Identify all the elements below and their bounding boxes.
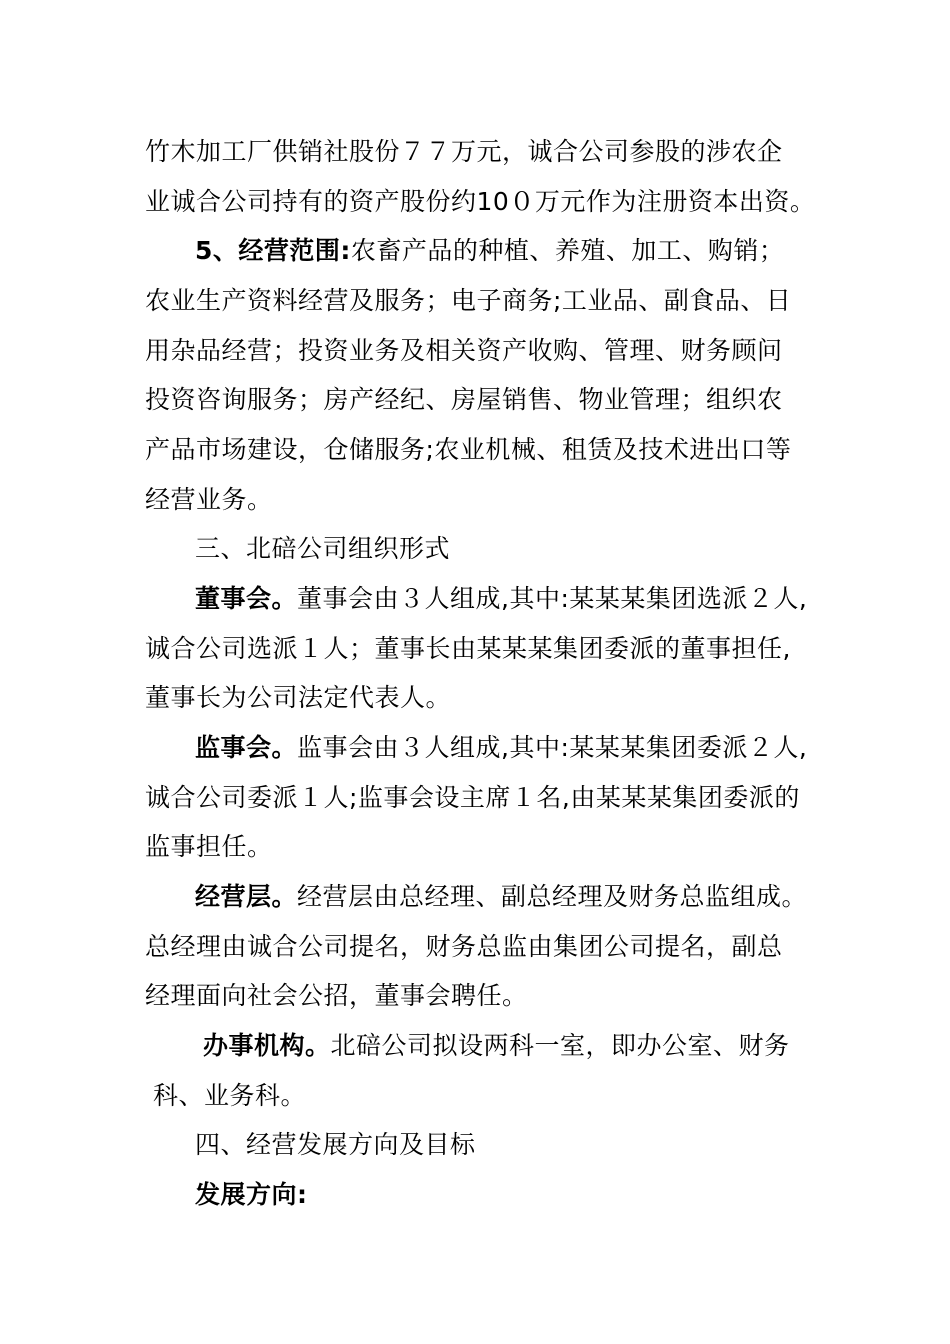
text-line: [195, 233, 885, 269]
subheading: 董事会。: [195, 584, 298, 613]
text-line: 农业生产资料经营及服务；电子商务;工业品、副食品、日: [145, 286, 792, 315]
text-line: [195, 730, 885, 766]
text-line: 投资咨询服务；房产经纪、房屋销售、物业管理；组织农: [145, 385, 783, 414]
text-line: [195, 581, 885, 617]
text-span: 北碚公司拟设两科一室，即办公室、财务: [330, 1031, 790, 1060]
text-line: 用杂品经营；投资业务及相关资产收购、管理、财务顾问: [145, 336, 783, 365]
text-span: 监事会由３人组成,其中:某某某集团委派２人,: [297, 733, 808, 762]
subheading: 监事会。: [195, 733, 298, 762]
text-line: 诚合公司选派１人；董事长由某某某集团委派的董事担任,: [145, 634, 791, 663]
text-span: 农畜产品的种植、养殖、加工、购销；: [350, 236, 785, 265]
text-line: 业诚合公司持有的资产股份约10０万元作为注册资本出资。: [145, 187, 816, 216]
section-title: 三、北碚公司组织形式: [195, 534, 451, 563]
text-line: 诚合公司委派１人;监事会设主席１名,由某某某集团委派的: [145, 783, 800, 812]
text-line: 经营业务。: [145, 485, 273, 514]
text-line: 经理面向社会公招，董事会聘任。: [145, 981, 528, 1010]
text-line: [195, 879, 885, 915]
subheading: 发展方向:: [195, 1180, 308, 1209]
text-line: [203, 1028, 893, 1064]
text-line: 董事长为公司法定代表人。: [145, 683, 452, 712]
text-line: 监事担任。: [145, 832, 273, 861]
text-line: 总经理由诚合公司提名，财务总监由集团公司提名，副总: [145, 932, 783, 961]
text-line: 科、业务科。: [153, 1081, 307, 1110]
text-span: 董事会由３人组成,其中:某某某集团选派２人,: [297, 584, 808, 613]
text-line: 竹木加工厂供销社股份７７万元，诚合公司参股的涉农企: [145, 137, 783, 166]
section-heading: 5、经营范围:: [195, 236, 351, 265]
text-span: 经营层由总经理、副总经理及财务总监组成。: [297, 882, 808, 911]
text-line: 产品市场建设，仓储服务;农业机械、租赁及技术进出口等: [145, 435, 792, 464]
subheading: 办事机构。: [203, 1031, 331, 1060]
subheading: 经营层。: [195, 882, 298, 911]
section-title: 四、经营发展方向及目标: [195, 1130, 476, 1159]
